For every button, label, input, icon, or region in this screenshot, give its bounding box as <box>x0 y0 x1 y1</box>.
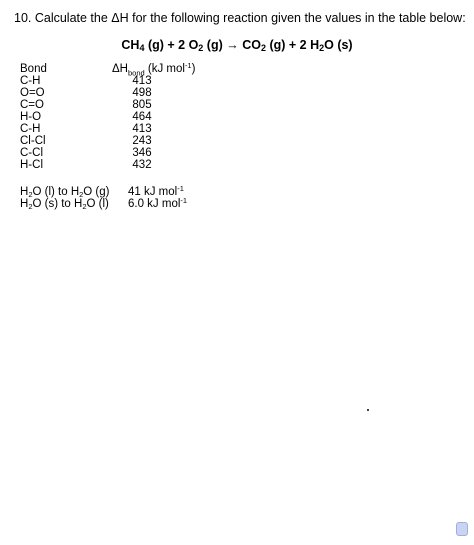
table-row <box>20 87 195 99</box>
pc-value: 41 kJ mol <box>128 186 178 198</box>
equation-part2: (g) → CO <box>203 38 261 52</box>
pc-a: H <box>20 198 29 210</box>
bond-name: Cl-Cl <box>20 135 46 147</box>
equation-part1: (g) + 2 O <box>144 38 199 52</box>
pc-sub: 2 <box>28 202 33 211</box>
pc-c: O (g) <box>83 186 110 198</box>
table-header <box>20 61 196 78</box>
equation-o2-sub: 2 <box>198 43 204 53</box>
bond-value: 413 <box>132 75 152 87</box>
pc-b: O (l) to H <box>32 186 80 198</box>
bond-enthalpy-table <box>20 63 195 171</box>
bond-name: C-H <box>20 123 41 135</box>
pc-sub: 2 <box>79 190 84 199</box>
bond-name: H-Cl <box>20 159 43 171</box>
page-widget-icon[interactable] <box>456 522 468 536</box>
bond-value: 498 <box>132 87 152 99</box>
header-bond: Bond <box>20 63 47 75</box>
phase-change-label <box>20 186 128 198</box>
header-dh-sub: bond <box>128 68 145 78</box>
bond-value: 432 <box>132 159 152 171</box>
phase-change-label <box>20 198 128 210</box>
bond-value: 413 <box>132 123 152 135</box>
phase-change-value <box>128 186 184 198</box>
pc-sub: 2 <box>28 190 33 199</box>
equation-part4: O (s) <box>324 38 353 52</box>
phase-change-row <box>20 198 187 210</box>
bond-name: C-Cl <box>20 147 43 159</box>
equation-ch: CH <box>121 38 140 52</box>
stray-dot <box>367 409 369 411</box>
pc-c: O (l) <box>86 198 109 210</box>
bond-value: 346 <box>132 147 152 159</box>
table-row <box>20 111 195 123</box>
pc-a: H <box>20 186 29 198</box>
table-row <box>20 147 195 159</box>
header-unit-sup: -1 <box>184 61 192 70</box>
pc-value-sup: -1 <box>177 184 184 193</box>
question-text: 10. Calculate the ΔH for the following reaction given the values in the table below: <box>14 11 466 25</box>
header-dh-bond <box>112 61 196 78</box>
reaction-equation <box>0 38 474 53</box>
bond-value: 243 <box>132 135 152 147</box>
bond-name: H-O <box>20 111 42 123</box>
table-row <box>20 159 195 171</box>
phase-change-value <box>128 198 187 210</box>
header-dh: ΔH <box>112 63 128 75</box>
pc-sub: 2 <box>82 202 87 211</box>
equation-ch-sub: 4 <box>139 43 145 53</box>
table-row <box>20 99 195 111</box>
pc-value: 6.0 kJ mol <box>128 198 181 210</box>
table-row <box>20 123 195 135</box>
phase-change-list <box>20 186 187 210</box>
equation-h2o-sub: 2 <box>319 43 325 53</box>
pc-b: O (s) to H <box>32 198 83 210</box>
pc-value-sup: -1 <box>180 196 188 205</box>
bond-name: C-H <box>20 75 41 87</box>
header-unit: (kJ mol <box>144 63 185 75</box>
table-row <box>20 75 195 87</box>
bond-value: 464 <box>132 111 152 123</box>
bond-name: O=O <box>20 87 45 99</box>
bond-value: 805 <box>132 99 152 111</box>
phase-change-row <box>20 186 187 198</box>
equation-part3: (g) + 2 H <box>265 38 320 52</box>
table-row <box>20 135 195 147</box>
bond-name: C=O <box>20 99 44 111</box>
header-unit-end: ) <box>191 63 196 75</box>
equation-co2-sub: 2 <box>260 43 266 53</box>
